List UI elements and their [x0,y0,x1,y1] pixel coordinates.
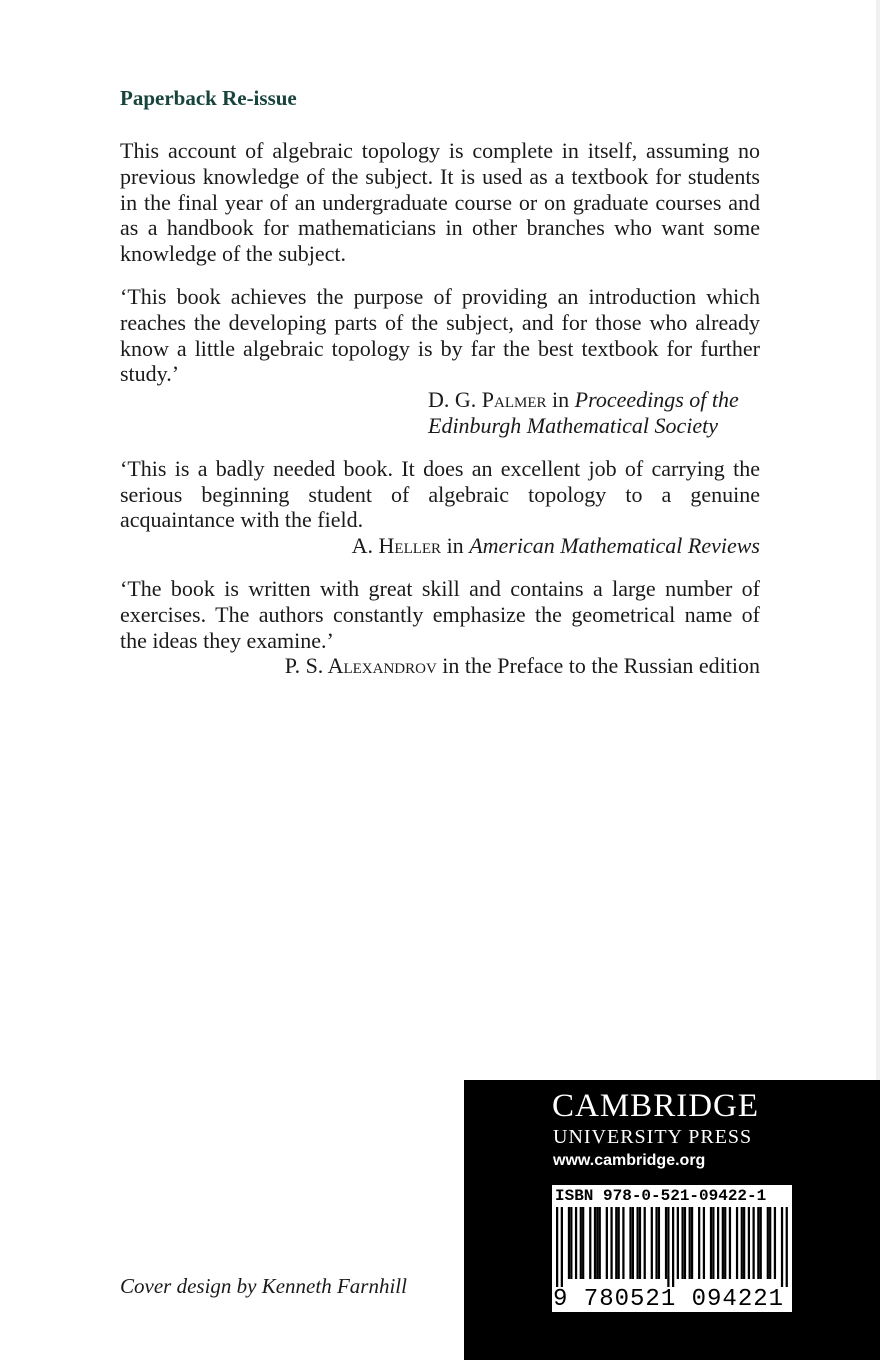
publisher-name: CAMBRIDGE [552,1088,760,1124]
review-attribution [120,653,760,679]
description-paragraph: This account of algebraic topology is complete in itself, assuming no previous knowledge of the subject. It is used as a textbook for students in the final year of an undergraduate course or on graduate courses and as a handbook for mathematicians in other branches who want some knowledge of the subject. [120,138,760,267]
reviewer-name: P. S. Alexandrov [284,653,437,679]
review-attribution [428,387,760,439]
barcode-bar [712,1207,714,1279]
barcode-bar [698,1207,700,1279]
barcode-bar [760,1207,762,1279]
barcode-bar [710,1207,712,1279]
barcode-bar [632,1207,634,1279]
barcode-bar [786,1207,788,1287]
publisher-panel [464,1080,880,1360]
barcode-bar [689,1207,691,1279]
isbn-label: ISBN 978-0-521-09422-1 [555,1187,767,1205]
barcode-bar [677,1207,679,1279]
barcode-bar [636,1207,638,1279]
barcode-bar [651,1207,653,1279]
barcode-bar [781,1207,783,1287]
back-cover-text [120,84,760,696]
barcode-bar [691,1207,693,1279]
review-3 [120,576,760,679]
barcode-bar [568,1207,570,1279]
barcode-bar [596,1207,598,1279]
barcode-bar [684,1207,686,1279]
barcode-bar [752,1207,754,1279]
review-quote: ‘This is a badly needed book. It does an excellent job of carrying the serious beginning student of algebraic topology to a genuine acquaintance with the field. [120,455,760,533]
page-heading: Paperback Re-issue [120,86,297,110]
barcode-bar [655,1207,657,1279]
review-quote: ‘The book is written with great skill and contains a large number of exercises. The authors constantly emphasize the geometrical name of the ideas they examine.’ [120,575,760,653]
barcode-bar [741,1207,743,1279]
barcode-bar [743,1207,745,1279]
barcode-bar [644,1207,646,1279]
review-1 [120,284,760,439]
attribution-connector: in [552,387,570,413]
barcode-bar [729,1207,731,1279]
barcode-bar [703,1207,705,1279]
barcode-bar [722,1207,724,1279]
review-attribution [120,533,760,559]
barcode-digits: 9 780521 094221 > [553,1286,815,1313]
barcode-bar [575,1207,577,1279]
barcode-bar [672,1207,674,1287]
barcode-bar [658,1207,660,1279]
barcode-bar [570,1207,572,1279]
barcode-bar [681,1207,683,1279]
review-source: in the Preface to the Russian edition [442,653,760,679]
attribution-connector: in [446,533,464,559]
reviewer-name: A. Heller [351,533,442,559]
cover-design-credit: Cover design by Kenneth Farnhill [120,1274,407,1298]
barcode-bar [561,1207,563,1287]
barcode-bar [748,1207,750,1279]
barcode-bar [769,1207,771,1279]
review-source: American Mathematical Reviews [469,533,760,559]
barcode-bar [582,1207,584,1279]
barcode-bar [724,1207,726,1279]
barcode-bar [774,1207,776,1279]
barcode-bar [594,1207,596,1279]
reviewer-name: D. G. Palmer [428,387,547,413]
barcode-bar [606,1207,608,1279]
publisher-url: www.cambridge.org [553,1152,706,1169]
review-source: Proceedings of the [574,387,739,413]
barcode-bar [615,1207,617,1279]
barcode-bar [610,1207,612,1279]
barcode-bar [717,1207,719,1279]
barcode-bar [556,1207,558,1287]
barcode-bar [580,1207,582,1279]
barcode-bar [736,1207,738,1279]
barcode-bar [757,1207,759,1279]
barcode-bar [618,1207,620,1279]
review-source-cont: Edinburgh Mathematical Society [428,412,719,438]
barcode-bar [589,1207,591,1279]
isbn-barcode [552,1185,815,1313]
barcode-bars [556,1207,788,1287]
review-2 [120,456,760,559]
publisher-subname: UNIVERSITY PRESS [553,1126,753,1148]
barcode-bar [667,1207,669,1287]
barcode-bar [767,1207,769,1279]
barcode-bar [622,1207,624,1279]
barcode-bar [629,1207,631,1279]
description-block [120,138,760,267]
barcode-bar [599,1207,601,1279]
barcode-bar [665,1207,667,1279]
review-quote: ‘This book achieves the purpose of providing an introduction which reaches the developing parts of the subject, and for those who already know a little algebraic topology is by far the best textbook for further study.’ [120,283,760,387]
barcode-bar [639,1207,641,1279]
